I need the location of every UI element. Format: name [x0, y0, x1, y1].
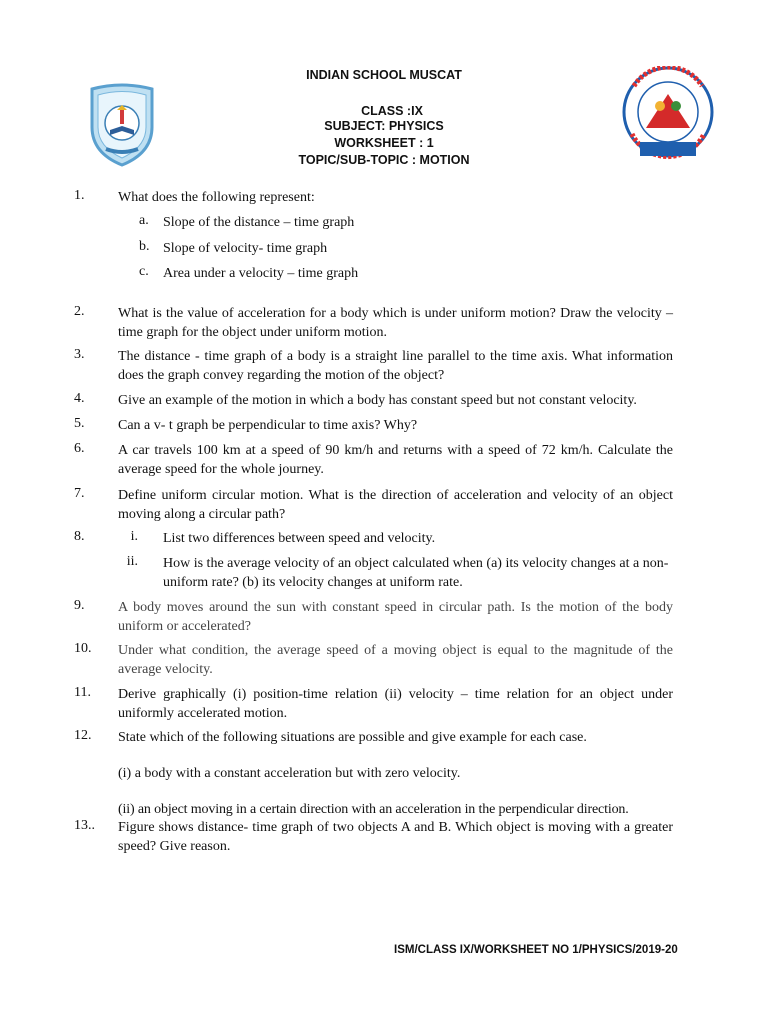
q6-text: A car travels 100 km at a speed of 90 km/h and returns with a speed of 72 km/h. Calculate the average speed for the whole journey.	[118, 443, 673, 477]
q3-text: The distance - time graph of a body is a straight line parallel to the time axis. What information does the graph convey regarding the motion of the object?	[118, 349, 673, 383]
q1-number: 1.	[74, 188, 85, 203]
q4-number: 4.	[74, 391, 85, 406]
q1a-letter: a.	[139, 213, 149, 228]
q2-number: 2.	[74, 304, 85, 319]
q1b-text: Slope of velocity- time graph	[163, 241, 328, 256]
q12-part-1: (i) a body with a constant acceleration but with zero velocity.	[118, 766, 461, 781]
q12-number: 12.	[74, 728, 92, 743]
subject-label: SUBJECT: PHYSICS	[324, 119, 444, 133]
q1b-letter: b.	[139, 239, 150, 254]
q3-number: 3.	[74, 347, 85, 362]
topic-label: TOPIC/SUB-TOPIC : MOTION	[298, 153, 470, 167]
q12-text: State which of the following situations are possible and give example for each case.	[118, 730, 587, 745]
q8-number: 8.	[74, 529, 85, 544]
q8ii-text: How is the average velocity of an object calculated when (a) its velocity changes at a non-uniform rate? (b) its velocity changes at uniform rate.	[163, 556, 669, 590]
q9-text: A body moves around the sun with constant speed in circular path. Is the motion of the body uniform or accelerated?	[118, 600, 673, 634]
q10-text: Under what condition, the average speed of a moving object is equal to the magnitude of the average velocity.	[118, 643, 673, 677]
q8ii-roman: ii.	[126, 554, 138, 569]
q1c-letter: c.	[139, 264, 149, 279]
q7-text: Define uniform circular motion. What is the direction of acceleration and velocity of an object moving along a circular path?	[118, 488, 673, 522]
q10-number: 10.	[74, 641, 92, 656]
q1c-text: Area under a velocity – time graph	[163, 266, 359, 281]
q11-text: Derive graphically (i) position-time relation (ii) velocity – time relation for an object under uniformly accelerated motion.	[118, 687, 673, 721]
class-label: CLASS :IX	[361, 104, 423, 118]
q1-text: What does the following represent:	[118, 190, 315, 205]
q13-number: 13..	[74, 818, 95, 833]
q9-number: 9.	[74, 598, 85, 613]
q7-number: 7.	[74, 486, 85, 501]
q4-text: Give an example of the motion in which a body has constant speed but not constant velocity.	[118, 393, 637, 408]
q8i-roman: i.	[130, 529, 138, 544]
q12-part-2: (ii) an object moving in a certain direction with an acceleration in the perpendicular direction.	[118, 802, 629, 817]
q5-number: 5.	[74, 416, 85, 431]
page-footer: ISM/CLASS IX/WORKSHEET NO 1/PHYSICS/2019-20	[394, 944, 678, 956]
q2-text: What is the value of acceleration for a body which is under uniform motion? Draw the velocity – time graph for the object under uniform motion.	[118, 306, 673, 340]
q11-number: 11.	[74, 685, 91, 700]
q1a-text: Slope of the distance – time graph	[163, 215, 355, 230]
q5-text: Can a v- t graph be perpendicular to time axis? Why?	[118, 418, 418, 433]
worksheet-label: WORKSHEET : 1	[334, 136, 434, 150]
q13-text: Figure shows distance- time graph of two objects A and B. Which object is moving with a greater speed? Give reason.	[118, 820, 673, 854]
q6-number: 6.	[74, 441, 85, 456]
q8i-text: List two differences between speed and velocity.	[163, 531, 436, 546]
school-name: INDIAN SCHOOL MUSCAT	[306, 68, 462, 82]
